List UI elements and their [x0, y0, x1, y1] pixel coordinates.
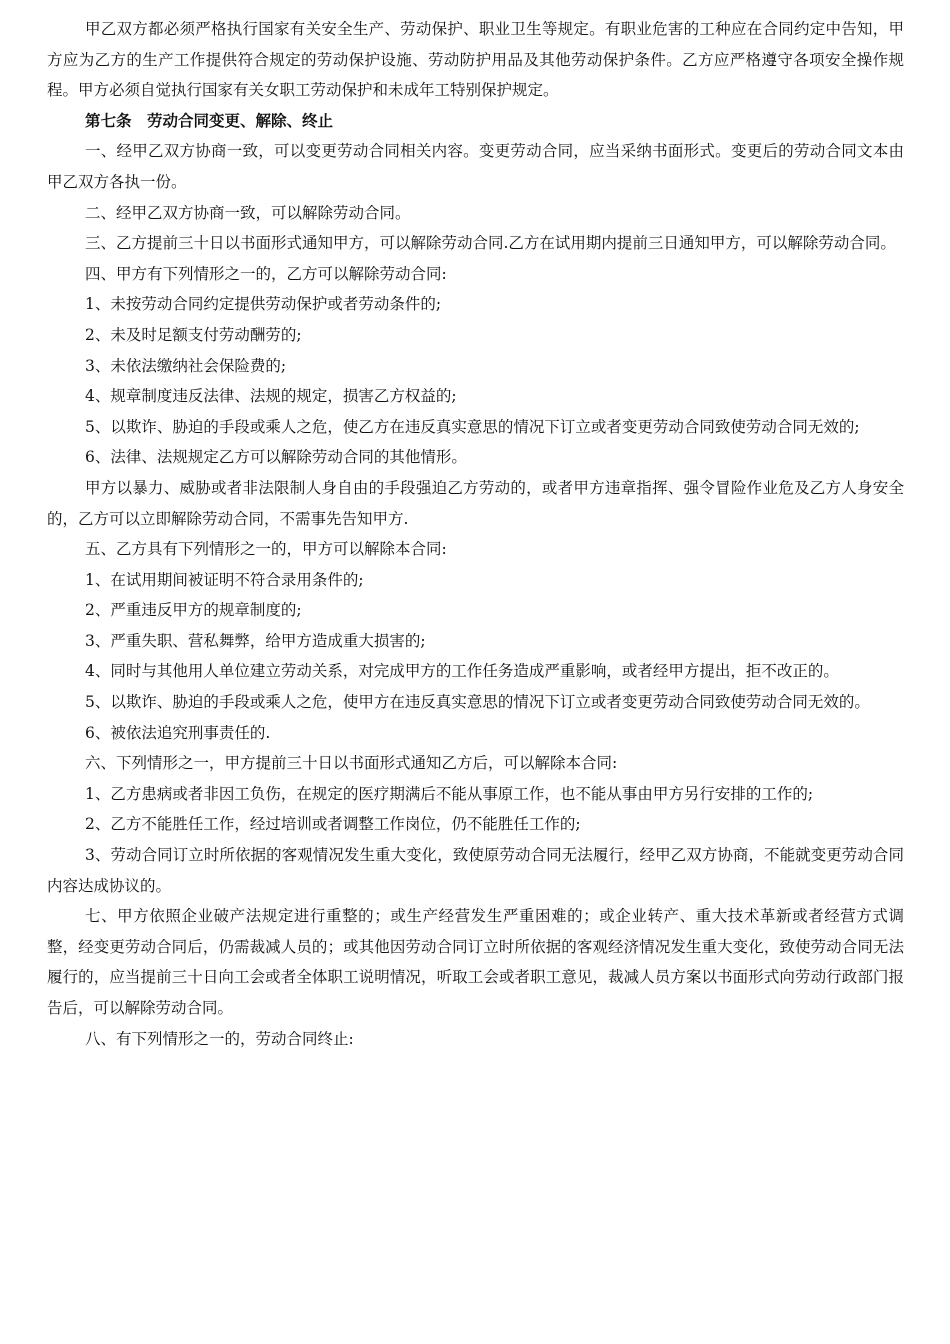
list-item: 4、同时与其他用人单位建立劳动关系，对完成甲方的工作任务造成严重影响，或者经甲方提出，拒不改正的。 — [85, 662, 839, 681]
paragraph-clause-8: 八、有下列情形之一的，劳动合同终止: — [85, 1029, 354, 1048]
list-item: 5、以欺诈、胁迫的手段或乘人之危，使甲方在违反真实意思的情况下订立或者变更劳动合同致使劳动合同无效的。 — [85, 693, 870, 712]
list-item: 1、乙方患病或者非因工负伤，在规定的医疗期满后不能从事原工作，也不能从事由甲方另行安排的工作的; — [85, 784, 814, 803]
list-item: 6、法律、法规规定乙方可以解除劳动合同的其他情形。 — [85, 448, 467, 467]
paragraph-clause-6: 六、下列情形之一，甲方提前三十日以书面形式通知乙方后，可以解除本合同: — [85, 754, 618, 773]
paragraph-clause-7: 七、甲方依照企业破产法规定进行重整的；或生产经营发生严重困难的；或企业转产、重大技术革新或者经营方式调整，经变更劳动合同后，仍需裁减人员的；或其他因劳动合同订立时所依据的客观经济情况发生重大变化，致使劳动合同无法履行的，应当提前三十日向工会或者全体职工说明情况，听取工会或者职工意见，裁减人员方案以书面形式向劳动行政部门报告后，可以解除劳动合同。 — [47, 907, 904, 1017]
list-item: 4、规章制度违反法律、法规的规定，损害乙方权益的; — [85, 387, 457, 406]
paragraph-clause-4: 四、甲方有下列情形之一的，乙方可以解除劳动合同: — [85, 264, 447, 283]
list-item: 6、被依法追究刑事责任的. — [85, 723, 271, 742]
paragraph-clause-3: 三、乙方提前三十日以书面形式通知甲方，可以解除劳动合同.乙方在试用期内提前三日通知甲方，可以解除劳动合同。 — [85, 234, 896, 253]
list-item: 1、未按劳动合同约定提供劳动保护或者劳动条件的; — [85, 295, 442, 314]
paragraph-clause-1: 一、经甲乙双方协商一致，可以变更劳动合同相关内容。变更劳动合同，应当采纳书面形式。变更后的劳动合同文本由甲乙双方各执一份。 — [47, 142, 904, 191]
paragraph-immediate-termination: 甲方以暴力、威胁或者非法限制人身自由的手段强迫乙方劳动的，或者甲方违章指挥、强令冒险作业危及乙方人身安全的，乙方可以立即解除劳动合同，不需事先告知甲方. — [47, 478, 904, 528]
paragraph-clause-5: 五、乙方具有下列情形之一的，甲方可以解除本合同: — [85, 540, 447, 559]
list-item: 5、以欺诈、胁迫的手段或乘人之危，使乙方在违反真实意思的情况下订立或者变更劳动合同致使劳动合同无效的; — [85, 417, 860, 436]
list-item: 3、劳动合同订立时所依据的客观情况发生重大变化，致使原劳动合同无法履行，经甲乙双方协商，不能就变更劳动合同内容达成协议的。 — [47, 846, 904, 895]
section-heading-article-7: 第七条 劳动合同变更、解除、终止 — [85, 110, 334, 130]
list-item: 1、在试用期间被证明不符合录用条件的; — [85, 570, 364, 589]
list-item: 2、严重违反甲方的规章制度的; — [85, 601, 302, 620]
list-item: 2、未及时足额支付劳动酬劳的; — [85, 325, 302, 344]
list-item: 3、未依法缴纳社会保险费的; — [85, 356, 287, 375]
paragraph-clause-2: 二、经甲乙双方协商一致，可以解除劳动合同。 — [85, 203, 411, 222]
list-item: 3、严重失职、营私舞弊，给甲方造成重大损害的; — [85, 631, 426, 650]
list-item: 2、乙方不能胜任工作，经过培训或者调整工作岗位，仍不能胜任工作的; — [85, 815, 581, 834]
paragraph-safety-obligations: 甲乙双方都必须严格执行国家有关安全生产、劳动保护、职业卫生等规定。有职业危害的工种应在合同约定中告知，甲方应为乙方的生产工作提供符合规定的劳动保护设施、劳动防护用品及其他劳动保护条件。乙方应严格遵守各项安全操作规程。甲方必须自觉执行国家有关女职工劳动保护和未成年工特别保护规定。 — [47, 20, 904, 100]
